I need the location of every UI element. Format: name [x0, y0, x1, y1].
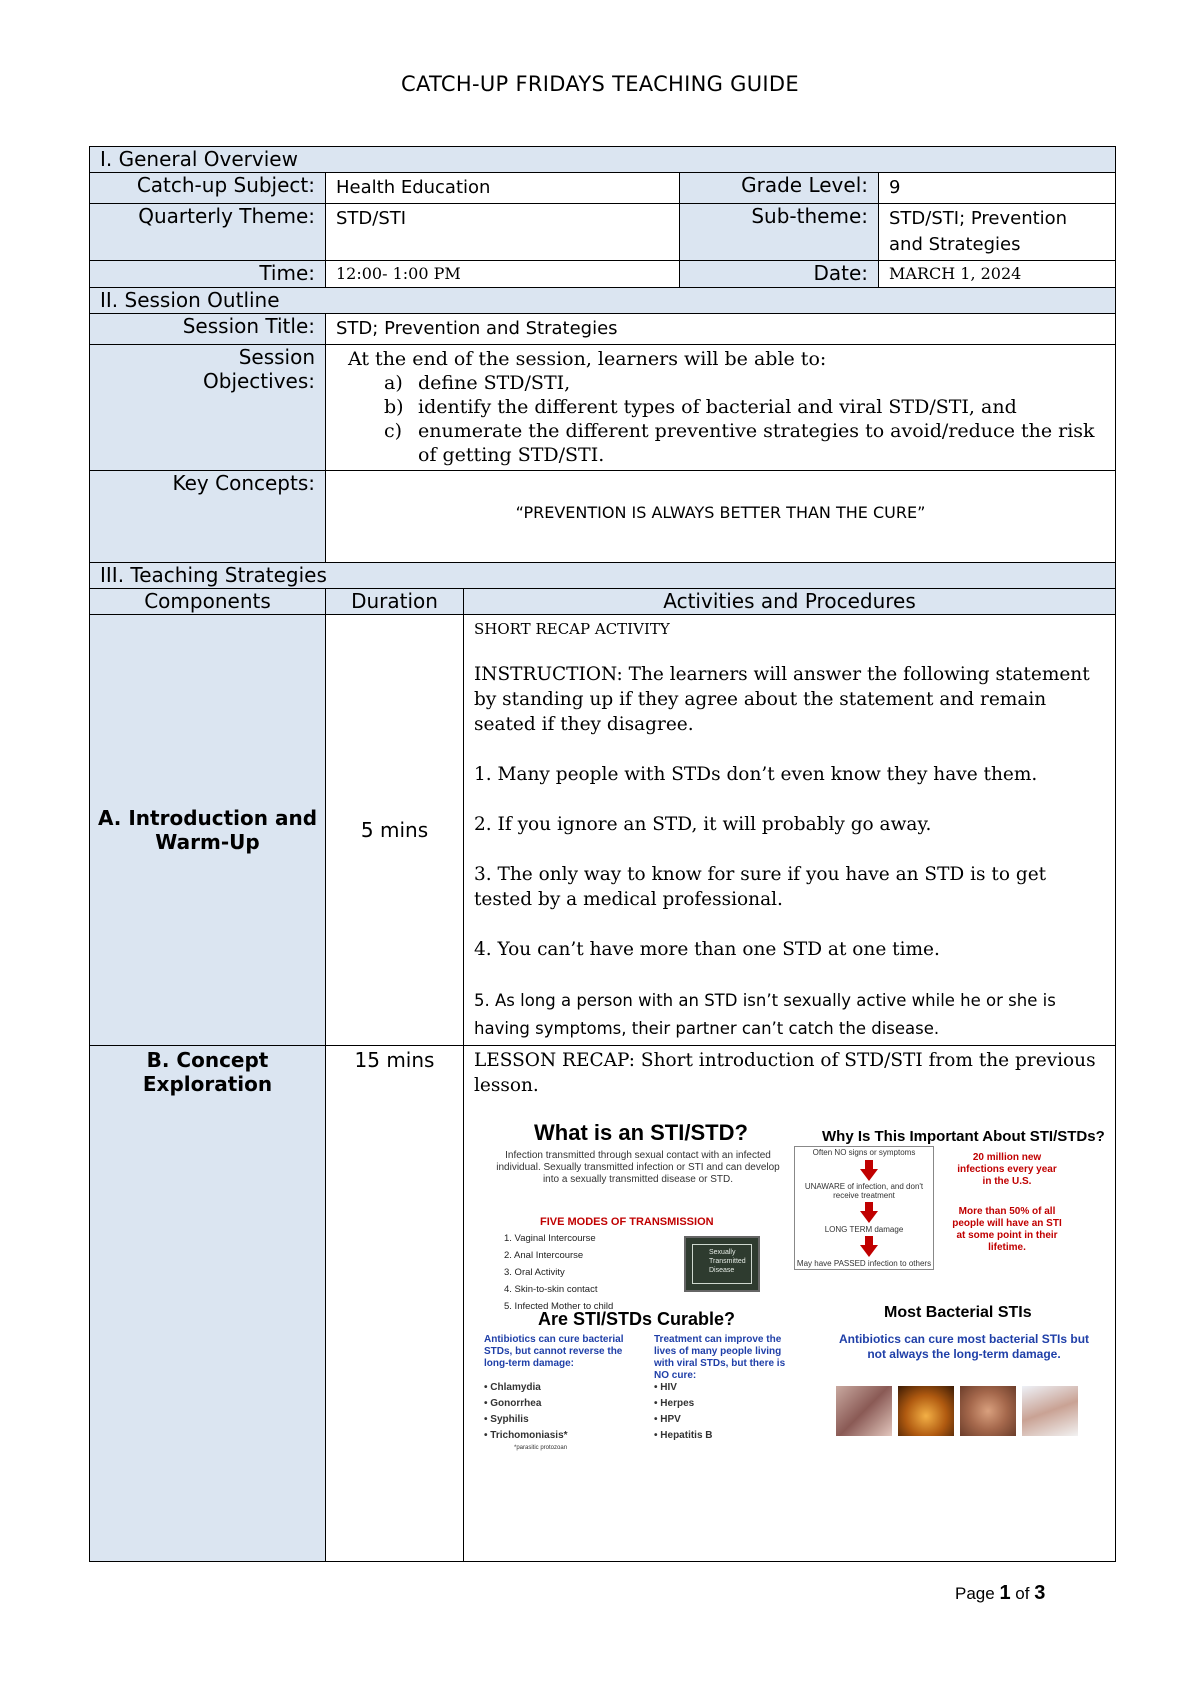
section-heading-session-outline: II. Session Outline — [90, 288, 1116, 314]
activity-introduction — [464, 615, 1116, 1046]
bacterial-list — [484, 1380, 568, 1452]
section-heading-teaching-strategies: III. Teaching Strategies — [90, 563, 1116, 589]
grade-label: Grade Level: — [680, 173, 879, 204]
rash-photo-image — [960, 1386, 1016, 1436]
component-introduction: A. Introduction and Warm-Up — [90, 615, 326, 1046]
component-concept-exploration: B. Concept Exploration — [90, 1046, 326, 1562]
objective-text: define STD/STI, — [418, 372, 571, 394]
arrow-down-icon — [865, 1236, 873, 1245]
book-title: Sexually Transmitted Disease — [709, 1249, 746, 1274]
section-heading-general-overview: I. General Overview — [90, 147, 1116, 173]
activity-title: SHORT RECAP ACTIVITY — [474, 620, 670, 638]
arrow-down-icon — [865, 1160, 873, 1169]
activity-title: LESSON RECAP: Short introduction of STD/STI from the previous lesson. — [474, 1050, 1096, 1096]
footnote: *parasitic protozoan — [514, 1445, 568, 1451]
strategy-row-introduction — [90, 615, 1116, 1046]
activity-statement: 1. Many people with STDs don’t even know they have them. — [474, 764, 1038, 785]
of-word: of — [1015, 1584, 1030, 1603]
mode-item: 2. Anal Intercourse — [504, 1250, 584, 1261]
subtheme-value: STD/STI; Prevention and Strategies — [879, 204, 1116, 261]
why-title: Why Is This Important About STI/STDs? — [822, 1128, 1105, 1145]
viral-item: • HPV — [654, 1414, 681, 1425]
objective-item — [384, 371, 1105, 395]
mode-item: 3. Oral Activity — [504, 1267, 565, 1278]
objective-text: identify the different types of bacterial and viral STD/STI, and — [418, 396, 1017, 418]
theme-value: STD/STI — [326, 204, 680, 261]
hand-photo-image — [1022, 1386, 1078, 1436]
activity-instruction: INSTRUCTION: The learners will answer the following statement by standing up if they agree about the statement and remain seated if they disagree. — [474, 664, 1090, 735]
stat-lifetime: More than 50% of all people will have an STI at some point in their lifetime. — [952, 1206, 1062, 1253]
column-header-components: Components — [90, 589, 326, 615]
book-image — [684, 1236, 760, 1292]
modes-title: FIVE MODES OF TRANSMISSION — [540, 1216, 714, 1228]
flow-step: Often NO signs or symptoms — [812, 1148, 916, 1157]
std-infographic — [474, 1120, 1114, 1490]
objectives-label-line1: Session — [238, 345, 315, 369]
infographic-definition: Infection transmitted through sexual contact with an infected individual. Sexually transmitted infection or STI and can develop into a sexually transmitted disease or STD. — [496, 1150, 780, 1185]
activity-statement: 5. As long a person with an STD isn’t sexually active while he or she is having symptoms, their partner can’t catch the disease. — [474, 991, 1056, 1038]
stat-new-infections: 20 million new infections every year in the U.S. — [957, 1152, 1057, 1187]
activity-statement: 4. You can’t have more than one STD at one time. — [474, 939, 940, 960]
bacterial-item: • Trichomoniasis* — [484, 1430, 568, 1441]
curable-title: Are STI/STDs Curable? — [538, 1309, 736, 1329]
objective-marker: c) — [384, 420, 403, 442]
objectives-content — [326, 345, 1116, 471]
teaching-guide-table — [89, 146, 1116, 1562]
antibiotics-text: Antibiotics can cure bacterial STDs, but cannot reverse the long-term damage: — [484, 1334, 624, 1369]
modes-list — [504, 1230, 613, 1315]
objective-item — [384, 395, 1105, 419]
viral-item: • Hepatitis B — [654, 1430, 713, 1441]
strategy-row-concept-exploration — [90, 1046, 1116, 1562]
arrow-down-icon — [860, 1169, 878, 1181]
bacterial-item: • Gonorrhea — [484, 1398, 542, 1409]
grade-value: 9 — [879, 173, 1116, 204]
subject-value: Health Education — [326, 173, 680, 204]
bacterial-stis-title: Most Bacterial STIs — [884, 1304, 1032, 1321]
date-label: Date: — [680, 261, 879, 288]
infographic-title: What is an STI/STD? — [534, 1120, 748, 1145]
time-label: Time: — [90, 261, 326, 288]
date-value: MARCH 1, 2024 — [879, 261, 1116, 288]
skin-photo-image — [836, 1386, 892, 1436]
time-value: 12:00- 1:00 PM — [326, 261, 680, 288]
arrow-down-icon — [865, 1202, 873, 1211]
objective-marker: a) — [384, 372, 403, 394]
duration-concept-exploration: 15 mins — [326, 1046, 464, 1562]
arrow-down-icon — [860, 1245, 878, 1257]
flow-step: LONG TERM damage — [824, 1225, 904, 1234]
page-footer — [955, 1582, 1045, 1605]
page-total: 3 — [1034, 1582, 1046, 1604]
bacterial-stis-text: Antibiotics can cure most bacterial STIs but not always the long-term damage. — [838, 1332, 1090, 1361]
objective-text: enumerate the different preventive strategies to avoid/reduce the risk of getting STD/STI. — [418, 420, 1095, 466]
mode-item: 5. Infected Mother to child — [504, 1301, 614, 1312]
treatment-text: Treatment can improve the lives of many people living with viral STDs, but there is NO cure: — [654, 1334, 786, 1381]
page-word: Page — [955, 1584, 995, 1603]
viral-list — [654, 1380, 713, 1444]
page-number: 1 — [999, 1582, 1011, 1604]
clinical-photo-image — [898, 1386, 954, 1436]
activity-statement: 2. If you ignore an STD, it will probably go away. — [474, 814, 932, 835]
mode-item: 4. Skin-to-skin contact — [504, 1284, 598, 1295]
objectives-label-line2: Objectives: — [203, 369, 315, 393]
key-concepts-value: “PREVENTION IS ALWAYS BETTER THAN THE CURE” — [326, 471, 1116, 563]
arrow-down-icon — [860, 1211, 878, 1223]
objectives-intro: At the end of the session, learners will be able to: — [348, 348, 827, 370]
objective-marker: b) — [384, 396, 404, 418]
session-title-label: Session Title: — [90, 314, 326, 345]
duration-introduction: 5 mins — [326, 615, 464, 1046]
session-title-value: STD; Prevention and Strategies — [326, 314, 1116, 345]
mode-item: 1. Vaginal Intercourse — [504, 1233, 596, 1244]
viral-item: • HIV — [654, 1382, 677, 1393]
flow-step: May have PASSED infection to others — [796, 1259, 932, 1268]
activity-statement: 3. The only way to know for sure if you have an STD is to get tested by a medical professional. — [474, 864, 1047, 910]
column-header-activities: Activities and Procedures — [464, 589, 1116, 615]
objectives-label — [90, 345, 326, 471]
bacterial-item: • Syphilis — [484, 1414, 529, 1425]
document-title: CATCH-UP FRIDAYS TEACHING GUIDE — [401, 72, 799, 96]
column-header-duration: Duration — [326, 589, 464, 615]
activity-concept-exploration — [464, 1046, 1116, 1562]
objectives-list — [384, 371, 1105, 467]
viral-item: • Herpes — [654, 1398, 695, 1409]
flow-step: UNAWARE of infection, and don't receive treatment — [804, 1182, 924, 1200]
subtheme-label: Sub-theme: — [680, 204, 879, 261]
subject-label: Catch-up Subject: — [90, 173, 326, 204]
bacterial-item: • Chlamydia — [484, 1382, 541, 1393]
objective-item — [384, 419, 1105, 467]
key-concepts-label: Key Concepts: — [90, 471, 326, 563]
theme-label: Quarterly Theme: — [90, 204, 326, 261]
